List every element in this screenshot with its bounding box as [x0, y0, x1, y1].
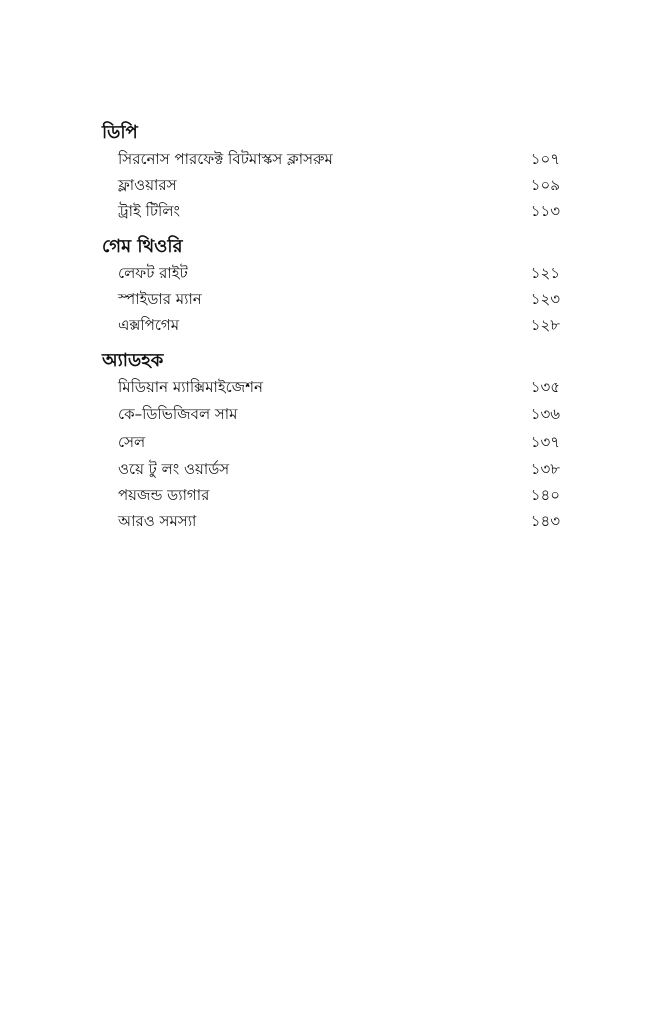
entry-page-number: ১৩৬ [530, 405, 560, 423]
toc-entry[interactable] [102, 374, 560, 400]
toc-entry[interactable] [102, 172, 560, 198]
toc-entry[interactable] [102, 198, 560, 224]
entry-title: ওয়ে টু লং ওয়ার্ডস [118, 460, 230, 478]
entry-title: মিডিয়ান ম্যাক্সিমাইজেশন [118, 378, 263, 396]
toc-section-game-theory [102, 234, 560, 338]
toc-entry[interactable] [102, 146, 560, 172]
section-title: অ্যাডহক [102, 350, 164, 371]
toc-entry[interactable] [102, 312, 560, 338]
entry-title: সিরনোস পারফেক্ট বিটমাস্কস ক্লাসরুম [118, 150, 333, 168]
entry-title: আরও সমস্যা [118, 512, 197, 530]
toc-entry[interactable] [102, 508, 560, 534]
toc-entry[interactable] [102, 428, 560, 456]
entry-page-number: ১৩৮ [530, 460, 560, 478]
entry-title: পয়জন্ড ড্যাগার [118, 486, 210, 504]
toc-entry[interactable] [102, 286, 560, 312]
toc-entry[interactable] [102, 482, 560, 508]
entry-page-number: ১৪০ [530, 486, 560, 504]
section-title: ডিপি [102, 122, 138, 143]
entry-title: স্পাইডার ম্যান [118, 290, 202, 308]
table-of-contents [102, 120, 560, 544]
entry-title: এক্সপিগেম [118, 316, 180, 334]
entry-title: কে–ডিভিজিবল সাম [118, 405, 238, 423]
entry-page-number: ১১৩ [530, 202, 560, 220]
entry-page-number: ১০৭ [530, 150, 560, 168]
toc-entry[interactable] [102, 260, 560, 286]
section-title: গেম থিওরি [102, 236, 183, 257]
entry-title: ফ্লাওয়ারস [118, 176, 177, 194]
toc-entry[interactable] [102, 400, 560, 428]
toc-section-adhoc [102, 348, 560, 534]
toc-section-dp [102, 120, 560, 224]
entry-title: ট্রাই টিলিং [118, 202, 180, 220]
entry-page-number: ১৪৩ [530, 512, 560, 530]
entry-page-number: ১০৯ [530, 176, 560, 194]
entry-page-number: ১২৩ [530, 290, 560, 308]
entry-page-number: ১৩৫ [530, 378, 560, 396]
entry-page-number: ১২৮ [530, 316, 560, 334]
toc-entry[interactable] [102, 456, 560, 482]
entry-title: সেল [118, 433, 146, 451]
entry-page-number: ১২১ [530, 264, 560, 282]
entry-title: লেফট রাইট [118, 264, 188, 282]
entry-page-number: ১৩৭ [530, 433, 560, 451]
